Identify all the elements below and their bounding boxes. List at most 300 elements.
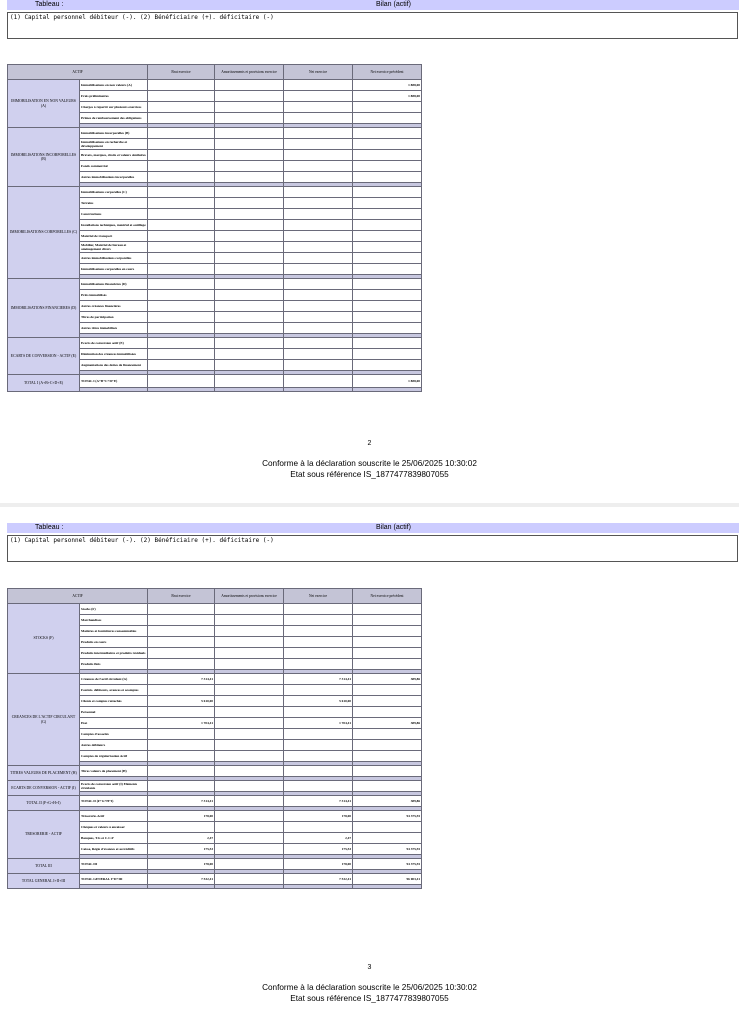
cell-brut	[148, 113, 215, 124]
cell-net	[284, 729, 353, 740]
cell-net	[284, 637, 353, 648]
cell-prev	[353, 766, 422, 777]
footer-conformity	[0, 982, 739, 1004]
row-label: TOTAL II (F+G+H+I)	[80, 796, 148, 807]
cell-amort	[215, 128, 284, 139]
cell-net	[284, 242, 353, 253]
cell-prev	[353, 751, 422, 762]
separator-cell	[284, 885, 353, 889]
cell-net	[284, 91, 353, 102]
cell-amort	[215, 718, 284, 729]
cell-net	[284, 220, 353, 231]
cell-brut	[148, 766, 215, 777]
cell-brut	[148, 290, 215, 301]
cell-prev	[353, 242, 422, 253]
cell-brut	[148, 312, 215, 323]
cell-prev: 389,86	[353, 674, 422, 685]
cell-prev	[353, 707, 422, 718]
page-divider	[0, 503, 739, 507]
col-brut: Brut exercice	[148, 65, 215, 80]
row-label: TOTAL GENERAL I+II+III	[80, 874, 148, 885]
group-label: TOTAL I (A+B+C+D+E)	[8, 375, 80, 392]
table-row	[8, 781, 422, 792]
cell-brut	[148, 751, 215, 762]
cell-net	[284, 822, 353, 833]
bilan-actif-table-1	[7, 64, 422, 392]
cell-amort	[215, 360, 284, 371]
row-label: Comptes d'associés	[80, 729, 148, 740]
cell-brut: 7 314,41	[148, 674, 215, 685]
cell-prev	[353, 102, 422, 113]
cell-net	[284, 209, 353, 220]
group-label: CREANCES DE L'ACTIF CIRCULANT (G)	[8, 674, 80, 766]
cell-net	[284, 648, 353, 659]
cell-net	[284, 128, 353, 139]
cell-amort	[215, 844, 284, 855]
cell-brut: 7 314,41	[148, 796, 215, 807]
separator-cell	[80, 885, 148, 889]
cell-brut	[148, 659, 215, 670]
table-row	[8, 796, 422, 807]
cell-brut	[148, 279, 215, 290]
cell-amort	[215, 323, 284, 334]
cell-brut	[148, 781, 215, 792]
row-label: Charges à répartir sur plusieurs exercices	[80, 102, 148, 113]
cell-prev	[353, 604, 422, 615]
cell-amort	[215, 811, 284, 822]
cell-prev: 1 888,00	[353, 80, 422, 91]
row-label: Produits intermédiaires et produits résiduels	[80, 648, 148, 659]
cell-brut	[148, 740, 215, 751]
table-row	[8, 604, 422, 615]
cell-amort	[215, 290, 284, 301]
cell-brut	[148, 253, 215, 264]
row-label: Stocks (F)	[80, 604, 148, 615]
cell-amort	[215, 375, 284, 388]
table-row	[8, 187, 422, 198]
cell-prev	[353, 113, 422, 124]
table-row	[8, 338, 422, 349]
cell-net	[284, 301, 353, 312]
cell-prev	[353, 696, 422, 707]
cell-net	[284, 187, 353, 198]
row-label: Brevets, marques, droits et valeurs similaires	[80, 150, 148, 161]
page-number: 3	[367, 964, 372, 971]
cell-net	[284, 781, 353, 792]
cell-brut	[148, 349, 215, 360]
cell-prev	[353, 360, 422, 371]
cell-brut	[148, 729, 215, 740]
cell-prev	[353, 349, 422, 360]
cell-net	[284, 312, 353, 323]
cell-net: 7 314,41	[284, 796, 353, 807]
col-net: Net exercice	[284, 589, 353, 604]
cell-brut: 178,00	[148, 811, 215, 822]
row-label: Clients et comptes rattachés	[80, 696, 148, 707]
cell-brut	[148, 604, 215, 615]
row-label: Fournis. débiteurs, avances et acomptes	[80, 685, 148, 696]
cell-amort	[215, 707, 284, 718]
cell-prev	[353, 323, 422, 334]
cell-amort	[215, 301, 284, 312]
separator-cell	[353, 885, 422, 889]
row-label: Titres valeurs de placement (H)	[80, 766, 148, 777]
cell-prev	[353, 615, 422, 626]
cell-brut	[148, 707, 215, 718]
cell-amort	[215, 253, 284, 264]
cell-brut	[148, 172, 215, 183]
group-label: ECARTS DE CONVERSION - ACTIF (I)	[8, 781, 80, 796]
cell-prev: 389,86	[353, 718, 422, 729]
cell-net	[284, 375, 353, 388]
group-label: ECARTS DE CONVERSION - ACTIF (E)	[8, 338, 80, 375]
cell-net	[284, 740, 353, 751]
cell-net	[284, 659, 353, 670]
cell-brut	[148, 301, 215, 312]
row-label: Ecarts de conversion actif (E)	[80, 338, 148, 349]
cell-brut	[148, 323, 215, 334]
row-label: Augmentations des dettes de financement	[80, 360, 148, 371]
footer-line-1: Conforme à la déclaration souscrite le 25/06/2025 10:30:02	[262, 983, 477, 992]
cell-amort	[215, 781, 284, 792]
cell-net: 175,53	[284, 844, 353, 855]
cell-prev	[353, 128, 422, 139]
row-label: Banques, T.G et C.C.P	[80, 833, 148, 844]
cell-brut	[148, 91, 215, 102]
cell-prev	[353, 220, 422, 231]
cell-brut	[148, 338, 215, 349]
cell-amort	[215, 796, 284, 807]
cell-amort	[215, 674, 284, 685]
row-label: Immobilisations en non valeurs (A)	[80, 80, 148, 91]
separator-cell	[215, 388, 284, 392]
cell-amort	[215, 874, 284, 885]
cell-net: 5 610,00	[284, 696, 353, 707]
group-label: TOTAL GENERAL I+II+III	[8, 874, 80, 889]
cell-prev	[353, 740, 422, 751]
cell-prev	[353, 626, 422, 637]
row-label: Caisse, Régie d'avances et accréditifs	[80, 844, 148, 855]
table-row	[8, 766, 422, 777]
cell-brut: 1 704,41	[148, 718, 215, 729]
total-row	[8, 375, 422, 388]
row-label: Constructions	[80, 209, 148, 220]
col-brut: Brut exercice	[148, 589, 215, 604]
footer-line-1: Conforme à la déclaration souscrite le 25/06/2025 10:30:02	[262, 459, 477, 468]
cell-amort	[215, 102, 284, 113]
cell-prev	[353, 209, 422, 220]
row-label: Immobilisations corporelles en cours	[80, 264, 148, 275]
cell-net	[284, 102, 353, 113]
table-header-bar	[7, 523, 739, 533]
cell-amort	[215, 615, 284, 626]
cell-amort	[215, 209, 284, 220]
row-label: Fonds commercial	[80, 161, 148, 172]
cell-amort	[215, 312, 284, 323]
cell-amort	[215, 91, 284, 102]
cell-prev	[353, 253, 422, 264]
header-right: Bilan (actif)	[376, 524, 412, 531]
row-label: Ecarts de conversion actif (I) Eléments circulants	[80, 781, 148, 792]
separator-cell	[215, 885, 284, 889]
cell-prev	[353, 822, 422, 833]
cell-net	[284, 139, 353, 150]
cell-prev	[353, 139, 422, 150]
header-right: Bilan (actif)	[376, 1, 412, 8]
cell-amort	[215, 751, 284, 762]
cell-brut	[148, 102, 215, 113]
cell-prev	[353, 338, 422, 349]
cell-net	[284, 615, 353, 626]
cell-brut: 5 610,00	[148, 696, 215, 707]
cell-brut	[148, 626, 215, 637]
cell-brut	[148, 648, 215, 659]
row-label: Immobilisations corporelles (C)	[80, 187, 148, 198]
cell-prev	[353, 290, 422, 301]
cell-net	[284, 198, 353, 209]
row-label: Chèques et valeurs à encaisser	[80, 822, 148, 833]
cell-prev: 389,86	[353, 796, 422, 807]
cell-amort	[215, 338, 284, 349]
cell-net	[284, 264, 353, 275]
cell-amort	[215, 729, 284, 740]
cell-amort	[215, 172, 284, 183]
cell-net	[284, 766, 353, 777]
row-label: Autres titres immobilisés	[80, 323, 148, 334]
cell-prev	[353, 685, 422, 696]
col-net: Net exercice	[284, 65, 353, 80]
separator-cell	[284, 388, 353, 392]
header-left: Tableau :	[35, 524, 64, 531]
cell-prev	[353, 150, 422, 161]
cell-prev	[353, 301, 422, 312]
group-label: TRESORERIE - ACTIF	[8, 811, 80, 859]
cell-net	[284, 626, 353, 637]
group-label: TITRES VALEURS DE PLACEMENT (H)	[8, 766, 80, 781]
separator-cell	[80, 388, 148, 392]
cell-amort	[215, 766, 284, 777]
cell-net: 178,00	[284, 811, 353, 822]
cell-prev	[353, 279, 422, 290]
cell-amort	[215, 349, 284, 360]
cell-amort	[215, 80, 284, 91]
row-label: Terrains	[80, 198, 148, 209]
cell-prev	[353, 231, 422, 242]
cell-net	[284, 604, 353, 615]
footer-line-2: Etat sous référence IS_1877477839807055	[290, 994, 449, 1003]
group-label: IMMOBILISATIONS CORPORELLES (C)	[8, 187, 80, 279]
table-row	[8, 128, 422, 139]
col-actif: ACTIF	[8, 589, 148, 604]
cell-amort	[215, 740, 284, 751]
row-label: Immobilisations incorporelles (B)	[80, 128, 148, 139]
cell-brut	[148, 264, 215, 275]
group-label: TOTAL II (F+G+H+I)	[8, 796, 80, 811]
cell-net	[284, 707, 353, 718]
cell-amort	[215, 161, 284, 172]
cell-net: 7 532,41	[284, 874, 353, 885]
separator-cell	[148, 885, 215, 889]
group-label: STOCKS (F)	[8, 604, 80, 674]
cell-brut	[148, 128, 215, 139]
cell-brut	[148, 360, 215, 371]
cell-amort	[215, 279, 284, 290]
cell-amort	[215, 696, 284, 707]
table-row	[8, 874, 422, 885]
cell-amort	[215, 659, 284, 670]
row-label: Immobilisations financières (D)	[80, 279, 148, 290]
cell-prev	[353, 187, 422, 198]
cell-prev	[353, 659, 422, 670]
cell-prev	[353, 729, 422, 740]
cell-net	[284, 323, 353, 334]
cell-prev	[353, 781, 422, 792]
cell-amort	[215, 648, 284, 659]
cell-brut	[148, 220, 215, 231]
cell-amort	[215, 822, 284, 833]
table-row	[8, 279, 422, 290]
cell-net: 7 314,41	[284, 674, 353, 685]
row-label: Autres immobilisations incorporelles	[80, 172, 148, 183]
col-amort: Amortissements et provisions exercice	[215, 589, 284, 604]
cell-net	[284, 685, 353, 696]
cell-brut: 7 532,41	[148, 874, 215, 885]
row-label: Autres immobilisations corporelles	[80, 253, 148, 264]
group-label: TOTAL III	[8, 859, 80, 874]
cell-net	[284, 360, 353, 371]
cell-brut	[148, 231, 215, 242]
cell-brut	[148, 375, 215, 388]
separator-cell	[148, 388, 215, 392]
cell-prev	[353, 648, 422, 659]
row-label: Immobilisations en recherche et développement	[80, 139, 148, 150]
cell-prev	[353, 198, 422, 209]
cell-net	[284, 253, 353, 264]
cell-brut	[148, 187, 215, 198]
row-label: Matériel de transport	[80, 231, 148, 242]
cell-prev: 1 888,00	[353, 375, 422, 388]
cell-brut	[148, 161, 215, 172]
cell-net: 178,00	[284, 859, 353, 870]
cell-amort	[215, 637, 284, 648]
cell-prev	[353, 172, 422, 183]
row-label: Frais préliminaires	[80, 91, 148, 102]
cell-amort	[215, 242, 284, 253]
row-label: Trésorerie-Actif	[80, 811, 148, 822]
cell-amort	[215, 685, 284, 696]
row-label: Prêts immobilisés	[80, 290, 148, 301]
header-left: Tableau :	[35, 1, 64, 8]
table-row	[8, 859, 422, 870]
row-label: Personnel	[80, 707, 148, 718]
cell-prev: 96 003,41	[353, 874, 422, 885]
separator-cell	[353, 388, 422, 392]
cell-amort	[215, 604, 284, 615]
group-label: IMMOBILISATION EN NON VALEURS (A)	[8, 80, 80, 128]
row-label: Comptes de régularisation Actif	[80, 751, 148, 762]
cell-amort	[215, 139, 284, 150]
cell-amort	[215, 626, 284, 637]
cell-brut	[148, 637, 215, 648]
row-label: Etat	[80, 718, 148, 729]
legend-note: (1) Capital personnel débiteur (-). (2) Bénéficiaire (+). déficitaire (-)	[7, 12, 738, 39]
cell-net	[284, 349, 353, 360]
cell-net	[284, 172, 353, 183]
cell-prev	[353, 312, 422, 323]
cell-amort	[215, 187, 284, 198]
cell-net	[284, 338, 353, 349]
cell-amort	[215, 220, 284, 231]
page-number: 2	[367, 440, 372, 447]
table-row	[8, 80, 422, 91]
cell-amort	[215, 859, 284, 870]
cell-net	[284, 290, 353, 301]
cell-prev: 1 888,00	[353, 91, 422, 102]
col-prev: Net exercice précédent	[353, 589, 422, 604]
cell-net	[284, 279, 353, 290]
cell-net	[284, 150, 353, 161]
cell-prev: 94 375,55	[353, 811, 422, 822]
col-prev: Net exercice précédent	[353, 65, 422, 80]
cell-brut	[148, 822, 215, 833]
row-label: Autres créances financières	[80, 301, 148, 312]
cell-brut: 2,47	[148, 833, 215, 844]
cell-prev: 94 375,55	[353, 859, 422, 870]
row-label: Produits finis	[80, 659, 148, 670]
footer-conformity	[0, 458, 739, 480]
cell-net	[284, 113, 353, 124]
group-label: IMMOBILISATIONS INCORPORELLES (B)	[8, 128, 80, 187]
cell-prev	[353, 264, 422, 275]
cell-amort	[215, 150, 284, 161]
cell-net	[284, 161, 353, 172]
row-label: Diminution des créances immobilisées	[80, 349, 148, 360]
cell-amort	[215, 833, 284, 844]
cell-amort	[215, 113, 284, 124]
cell-prev	[353, 833, 422, 844]
footer-line-2: Etat sous référence IS_1877477839807055	[290, 470, 449, 479]
cell-brut	[148, 150, 215, 161]
cell-brut	[148, 615, 215, 626]
cell-prev: 94 375,55	[353, 844, 422, 855]
row-label: Créances de l'actif circulant (G)	[80, 674, 148, 685]
table-row	[8, 674, 422, 685]
row-label: Installations techniques, matériel et outillage	[80, 220, 148, 231]
cell-net	[284, 231, 353, 242]
cell-brut	[148, 80, 215, 91]
cell-net	[284, 751, 353, 762]
group-label: IMMOBILISATIONS FINANCIERES (D)	[8, 279, 80, 338]
cell-net: 2,47	[284, 833, 353, 844]
row-label: Primes de remboursement des obligations	[80, 113, 148, 124]
cell-brut: 175,53	[148, 844, 215, 855]
bilan-actif-table-2	[7, 588, 422, 889]
cell-amort	[215, 198, 284, 209]
row-label: Produits en cours	[80, 637, 148, 648]
row-label: Matières et fournitures consommables	[80, 626, 148, 637]
row-label: Titres de participation	[80, 312, 148, 323]
row-label: Marchandises	[80, 615, 148, 626]
cell-net: 1 704,41	[284, 718, 353, 729]
cell-net	[284, 80, 353, 91]
col-actif: ACTIF	[8, 65, 148, 80]
cell-prev	[353, 161, 422, 172]
cell-amort	[215, 231, 284, 242]
cell-prev	[353, 637, 422, 648]
cell-amort	[215, 264, 284, 275]
cell-brut	[148, 685, 215, 696]
cell-brut	[148, 198, 215, 209]
